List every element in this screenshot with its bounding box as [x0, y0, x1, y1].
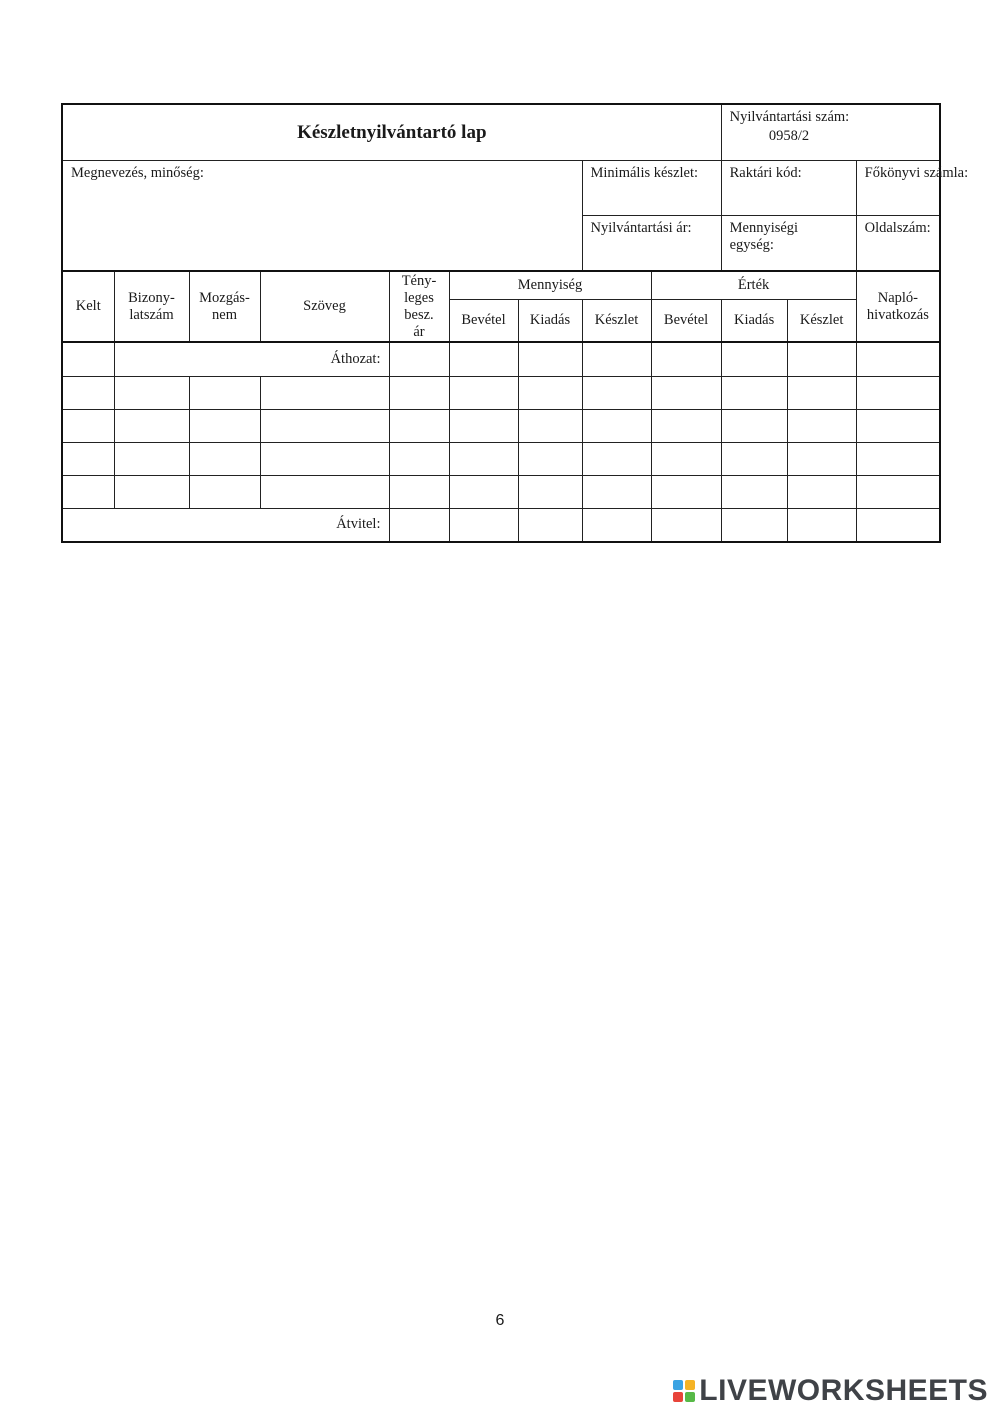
table-cell[interactable] [260, 409, 389, 442]
registration-number-value: 0958/2 [768, 128, 810, 144]
table-cell[interactable] [62, 342, 114, 376]
table-cell[interactable] [449, 508, 518, 542]
table-cell[interactable] [787, 376, 856, 409]
table-cell[interactable] [721, 508, 787, 542]
table-cell[interactable] [189, 376, 260, 409]
ledger-account-label: Főkönyvi számla: [864, 164, 969, 181]
table-cell[interactable] [582, 342, 651, 376]
table-cell[interactable] [389, 475, 449, 508]
page-number-field[interactable] [856, 215, 940, 271]
form-title: Készletnyilvántartó lap [62, 104, 721, 160]
table-cell[interactable] [518, 442, 582, 475]
ledger-account-field[interactable] [856, 160, 969, 215]
table-cell[interactable] [389, 442, 449, 475]
col-header-szoveg: Szöveg [260, 271, 389, 342]
table-cell[interactable] [449, 409, 518, 442]
table-cell[interactable] [449, 376, 518, 409]
table-cell[interactable] [856, 409, 940, 442]
inventory-form-table [61, 103, 969, 543]
table-cell[interactable] [518, 508, 582, 542]
col-header-kelt: Kelt [62, 271, 114, 342]
table-cell[interactable] [582, 376, 651, 409]
liveworksheets-brand [673, 1374, 988, 1408]
table-cell[interactable] [721, 342, 787, 376]
table-row [62, 376, 940, 409]
table-cell[interactable] [114, 475, 189, 508]
col-header-ertek-kiadas: Kiadás [721, 299, 787, 342]
record-price-field[interactable] [582, 215, 721, 271]
min-stock-field[interactable] [582, 160, 721, 215]
col-header-ertek: Érték [651, 271, 856, 299]
table-cell[interactable] [114, 376, 189, 409]
col-header-mozgasnem: Mozgás- nem [189, 271, 260, 342]
table-cell[interactable] [189, 475, 260, 508]
inventory-sheet [61, 103, 969, 543]
table-cell[interactable] [449, 442, 518, 475]
col-header-mennyiseg-keszlet: Készlet [582, 299, 651, 342]
table-cell[interactable] [189, 409, 260, 442]
table-cell[interactable] [721, 475, 787, 508]
table-cell[interactable] [518, 409, 582, 442]
col-header-mennyiseg-bevetel: Bevétel [449, 299, 518, 342]
table-cell[interactable] [114, 442, 189, 475]
table-row [62, 475, 940, 508]
table-cell[interactable] [651, 376, 721, 409]
min-stock-label: Minimális készlet: [590, 164, 699, 181]
table-cell[interactable] [651, 508, 721, 542]
table-cell[interactable] [651, 409, 721, 442]
table-cell[interactable] [518, 376, 582, 409]
registration-number-label: Nyilvántartási szám: [729, 109, 850, 125]
table-cell[interactable] [582, 442, 651, 475]
table-cell[interactable] [582, 475, 651, 508]
col-header-mennyiseg: Mennyiség [449, 271, 651, 299]
table-cell[interactable] [856, 508, 940, 542]
carry-forward-row [62, 342, 940, 376]
table-cell[interactable] [856, 475, 940, 508]
table-cell[interactable] [787, 409, 856, 442]
table-cell[interactable] [260, 442, 389, 475]
table-row [62, 409, 940, 442]
col-header-ertek-bevetel: Bevétel [651, 299, 721, 342]
quantity-unit-field[interactable] [721, 215, 856, 271]
table-cell[interactable] [721, 376, 787, 409]
table-cell[interactable] [62, 376, 114, 409]
registration-number-cell[interactable] [721, 104, 940, 160]
table-row [62, 442, 940, 475]
table-cell[interactable] [62, 409, 114, 442]
col-header-bizonylatszam: Bizony- latszám [114, 271, 189, 342]
table-cell[interactable] [260, 376, 389, 409]
table-cell[interactable] [651, 342, 721, 376]
logo-square-yellow [685, 1380, 695, 1390]
table-cell[interactable] [787, 475, 856, 508]
warehouse-code-field[interactable] [721, 160, 856, 215]
table-cell[interactable] [189, 442, 260, 475]
table-cell[interactable] [856, 342, 940, 376]
table-cell[interactable] [651, 442, 721, 475]
table-cell[interactable] [721, 442, 787, 475]
table-cell[interactable] [787, 508, 856, 542]
logo-square-red [673, 1392, 683, 1402]
col-header-naplohivatkozas: Napló- hivatkozás [856, 271, 940, 342]
warehouse-code-label: Raktári kód: [729, 164, 802, 181]
page-number-label: Oldalszám: [864, 219, 931, 236]
liveworksheets-logo-icon [673, 1380, 695, 1402]
table-cell[interactable] [721, 409, 787, 442]
name-quality-field[interactable] [62, 160, 582, 271]
table-cell[interactable] [62, 442, 114, 475]
table-cell[interactable] [856, 376, 940, 409]
quantity-unit-label-line1: Mennyiségi [729, 219, 799, 236]
table-cell[interactable] [389, 342, 449, 376]
table-cell[interactable] [260, 475, 389, 508]
brand-text: LIVEWORKSHEETS [699, 1374, 988, 1407]
table-cell[interactable] [389, 508, 449, 542]
carry-over-label: Átvitel: [62, 508, 389, 542]
table-cell[interactable] [787, 442, 856, 475]
table-cell[interactable] [114, 409, 189, 442]
col-header-tenyleges-ar: Tény- leges besz. ár [389, 271, 449, 342]
record-price-label: Nyilvántartási ár: [590, 219, 692, 236]
carry-over-row [62, 508, 940, 542]
table-cell[interactable] [582, 409, 651, 442]
table-cell[interactable] [856, 442, 940, 475]
carry-forward-label: Áthozat: [114, 342, 389, 376]
table-cell[interactable] [651, 475, 721, 508]
table-cell[interactable] [518, 342, 582, 376]
table-cell[interactable] [582, 508, 651, 542]
table-cell[interactable] [449, 475, 518, 508]
col-header-ertek-keszlet: Készlet [787, 299, 856, 342]
logo-square-green [685, 1392, 695, 1402]
page-number: 6 [495, 1312, 505, 1329]
table-cell[interactable] [389, 409, 449, 442]
col-header-mennyiseg-kiadas: Kiadás [518, 299, 582, 342]
table-cell[interactable] [389, 376, 449, 409]
table-cell[interactable] [518, 475, 582, 508]
table-cell[interactable] [449, 342, 518, 376]
table-cell[interactable] [787, 342, 856, 376]
name-quality-label: Megnevezés, minőség: [71, 164, 204, 181]
quantity-unit-label-line2: egység: [729, 236, 774, 253]
table-cell[interactable] [62, 475, 114, 508]
logo-square-blue [673, 1380, 683, 1390]
